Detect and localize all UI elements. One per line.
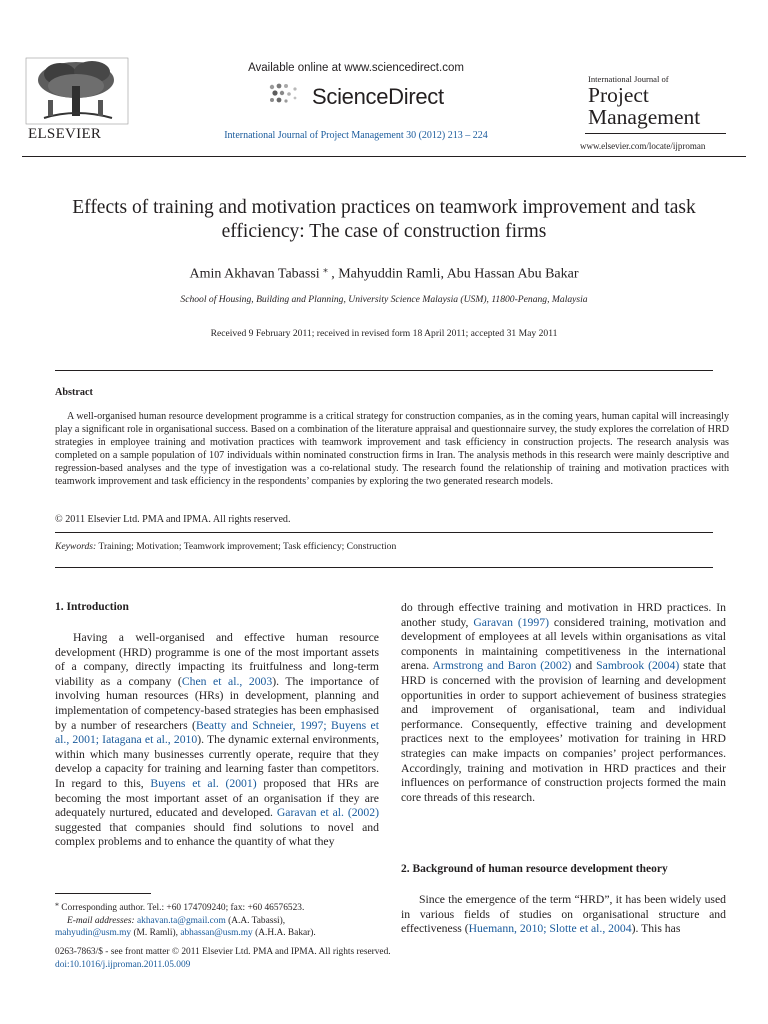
journal-masthead-line1: Project bbox=[588, 83, 649, 107]
sciencedirect-logo[interactable] bbox=[268, 82, 444, 111]
article-dates: Received 9 February 2011; received in revised form 18 April 2011; accepted 31 May 2011 bbox=[210, 328, 558, 339]
email-owner: (A.A. Tabassi), bbox=[225, 915, 286, 926]
header-divider bbox=[22, 156, 746, 157]
email-label: E-mail addresses: bbox=[67, 915, 135, 926]
text-run: Since the emergence of the term “HRD”, it has been widely used in various fields of studies on organisational structure and effectiveness ( bbox=[401, 893, 726, 936]
paragraph bbox=[401, 601, 726, 805]
keywords-top-rule bbox=[55, 532, 713, 533]
introduction-continued bbox=[401, 601, 726, 805]
author-others: , Mahyuddin Ramli, Abu Hassan Abu Bakar bbox=[331, 266, 579, 282]
background-paragraph bbox=[401, 893, 726, 937]
journal-masthead-line2: Management bbox=[588, 105, 701, 129]
abstract-top-rule bbox=[55, 370, 713, 371]
footnote-emails bbox=[55, 915, 385, 928]
citation-link[interactable]: Sambrook (2004) bbox=[596, 659, 680, 673]
text-run: state that HRD is concerned with the provision of learning and development opportunities in order to support achievement of business strategies and improvement of organisational, team and individual performance. Consequently, effective training and development practices next to the employees’ motivation for training in HRD strategies can make impacts on companies’ project performances. Accordingly, training and motivation in HRD practices and their influences on performance of construction projects formed the main core threads of this research. bbox=[401, 659, 726, 804]
email-link[interactable]: abhassan@usm.my bbox=[180, 928, 253, 939]
author-1[interactable]: Amin Akhavan Tabassi bbox=[189, 266, 320, 282]
footnote-emails-2 bbox=[55, 927, 385, 940]
email-link[interactable]: akhavan.ta@gmail.com bbox=[136, 915, 226, 926]
paragraph bbox=[401, 893, 726, 937]
abstract-body: A well-organised human resource development programme is a critical strategy for construction companies, as in the coming years, human capital will increasingly play a significant role in organisational success. Based on a combination of the literature appraisal and questionnaire survey, the study explores the correlation of HRD strategies in employee training and motivation practices with teamwork improvement and task efficiency in construction projects. The research analysis was completed on a sample population of 107 individuals within nominated construction firms in Iran. The analysis methods in this research were mainly descriptive and regression-based analyses and the type of investigation was a co-relational study. The research found the relationship of training and motivation practices with teamwork improvement and task efficiency in the respondents’ companies by exploring the two generated research models. bbox=[55, 411, 729, 487]
text-run: ). This has bbox=[631, 922, 681, 936]
sciencedirect-wordmark: ScienceDirect bbox=[312, 83, 444, 109]
citation-link[interactable]: Beatty and Schneier, 1997; Buyens et al., 2001; Iatagana et al., 2010 bbox=[55, 718, 379, 747]
journal-citation[interactable]: International Journal of Project Management 30 (2012) 213 – 224 bbox=[224, 130, 488, 141]
masthead-divider bbox=[585, 133, 726, 134]
journal-url[interactable]: www.elsevier.com/locate/ijproman bbox=[580, 141, 706, 151]
author-affiliation: School of Housing, Building and Planning, University Science Malaysia (USM), 11800-Penang, Malaysia bbox=[180, 294, 588, 305]
text-run: suggested that companies should find solutions to novel and complex problems and to enhance the quantity of what they bbox=[55, 820, 379, 849]
doi-link[interactable]: doi:10.1016/j.ijproman.2011.05.009 bbox=[55, 959, 191, 970]
abstract-heading: Abstract bbox=[55, 387, 93, 398]
article-title: Effects of training and motivation practices on teamwork improvement and task efficiency: The case of construction firms bbox=[72, 197, 696, 242]
available-online-link[interactable]: Available online at www.sciencedirect.com bbox=[248, 62, 464, 74]
issn-line: 0263-7863/$ - see front matter © 2011 Elsevier Ltd. PMA and IPMA. All rights reserved. bbox=[55, 947, 391, 957]
keywords-label: Keywords: bbox=[55, 541, 97, 552]
citation-link[interactable]: Chen et al., 2003 bbox=[181, 674, 273, 688]
corresponding-author-mark[interactable]: ⁎ bbox=[323, 264, 328, 274]
section-heading-background: 2. Background of human resource development theory bbox=[401, 863, 668, 875]
email-link[interactable]: mahyudin@usm.my bbox=[55, 928, 132, 939]
article-identifiers bbox=[55, 946, 391, 971]
citation-link[interactable]: Huemann, 2010; Slotte et al., 2004 bbox=[468, 922, 632, 936]
footnote-corresponding bbox=[55, 898, 385, 915]
text-run: do through effective training and motivation in HRD practices. In another study, bbox=[401, 601, 726, 629]
publisher-name: ELSEVIER bbox=[28, 126, 102, 142]
journal-masthead-title bbox=[588, 84, 700, 128]
abstract-copyright: © 2011 Elsevier Ltd. PMA and IPMA. All rights reserved. bbox=[55, 514, 291, 525]
citation-link[interactable]: Garavan (1997) bbox=[473, 615, 549, 629]
sciencedirect-dots-icon bbox=[268, 82, 308, 111]
text-run: considered training, motivation and development of employees at all levels within organisations as vital components in maintaining competitiveness in the international arena. bbox=[401, 615, 726, 673]
keywords-list: Training; Motivation; Teamwork improvement; Task efficiency; Construction bbox=[96, 541, 397, 552]
journal-masthead-prefix: International Journal of bbox=[588, 74, 669, 84]
paragraph bbox=[55, 631, 379, 850]
introduction-paragraph bbox=[55, 631, 379, 850]
keywords-line bbox=[55, 541, 396, 552]
footnote-contact: Corresponding author. Tel.: +60 174709240; fax: +60 46576523. bbox=[58, 903, 305, 914]
footnote-mark: ⁎ bbox=[55, 899, 59, 908]
text-run: Having a well-organised and effective human resource development (HRD) programme is one of the most important assets of a company, directly impacting its fruitfulness and long-term viability as a company ( bbox=[55, 631, 379, 688]
available-online-text bbox=[0, 62, 712, 74]
email-owner: (M. Ramli), bbox=[131, 928, 181, 939]
citation-link[interactable]: Armstrong and Baron (2002) bbox=[432, 659, 572, 673]
text-run: ). The importance of involving human resources (HRs) in development, planning and implementation of competency-based strategies has been emphasised by a number of researchers ( bbox=[55, 674, 379, 732]
keywords-bottom-rule bbox=[55, 567, 713, 568]
text-run: and bbox=[571, 659, 597, 673]
footnote-rule bbox=[55, 893, 151, 894]
section-heading-introduction: 1. Introduction bbox=[55, 601, 129, 613]
text-run: ). The dynamic external environments, within which many businesses currently operate, require that they develop a capacity for training and learning faster than competitors. In regard to this, bbox=[55, 733, 379, 790]
text-run: proposed that HRs are becoming the most important asset of an organisation if they are adequately nurtured, educated and developed. bbox=[55, 776, 379, 820]
footnote bbox=[55, 898, 385, 940]
citation-link[interactable]: Garavan et al. (2002) bbox=[276, 806, 379, 820]
email-owner: (A.H.A. Bakar). bbox=[252, 928, 316, 939]
citation-link[interactable]: Buyens et al. (2001) bbox=[150, 776, 257, 790]
author-list bbox=[0, 264, 768, 283]
